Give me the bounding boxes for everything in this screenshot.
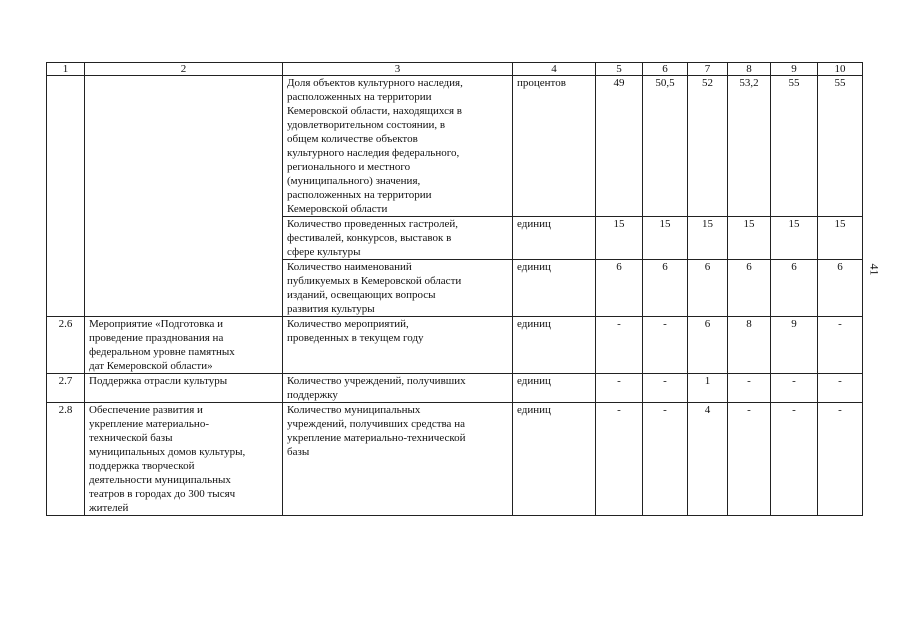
value-cell-year-2: 15 — [643, 217, 688, 260]
indicator-cell: Количество проведенных гастролей, фестивалей, конкурсов, выставок в сфере культуры — [283, 217, 513, 260]
table-row — [47, 374, 863, 403]
header-row — [47, 63, 863, 76]
activity-cell: Поддержка отрасли культуры — [85, 374, 283, 403]
value-cell-year-3: 15 — [688, 217, 728, 260]
unit-cell: единиц — [513, 260, 596, 317]
value-cell-year-3: 52 — [688, 76, 728, 217]
value-cell-year-6: 15 — [818, 217, 863, 260]
value-cell-year-4: - — [728, 403, 771, 516]
unit-cell: единиц — [513, 317, 596, 374]
activity-cell: Обеспечение развития и укрепление материально- технической базы муниципальных домов культуры, поддержка творческой деятельности муниципальных театров в городах до 300 тысяч жителей — [85, 403, 283, 516]
header-cell-5: 5 — [596, 63, 643, 76]
indicator-cell: Количество учреждений, получивших поддержку — [283, 374, 513, 403]
unit-cell: единиц — [513, 217, 596, 260]
header-cell-8: 8 — [728, 63, 771, 76]
value-cell-year-5: - — [771, 374, 818, 403]
value-cell-year-3: 6 — [688, 317, 728, 374]
value-cell-year-4: 53,2 — [728, 76, 771, 217]
table-body — [47, 63, 863, 516]
value-cell-year-3: 1 — [688, 374, 728, 403]
value-cell-year-1: 15 — [596, 217, 643, 260]
header-cell-4: 4 — [513, 63, 596, 76]
table-row — [47, 403, 863, 516]
row-number-cell: 2.6 — [47, 317, 85, 374]
value-cell-year-5: - — [771, 403, 818, 516]
activity-cell — [85, 76, 283, 317]
indicator-cell: Доля объектов культурного наследия, расположенных на территории Кемеровской области, находящихся в удовлетворительном состоянии, в общем количестве объектов культурного наследия федерального, регионального и местного (муниципального) значения, расположенных на территории Кемеровской области — [283, 76, 513, 217]
value-cell-year-1: 6 — [596, 260, 643, 317]
value-cell-year-5: 15 — [771, 217, 818, 260]
activity-cell: Мероприятие «Подготовка и проведение празднования на федеральном уровне памятных дат Кемеровской области» — [85, 317, 283, 374]
value-cell-year-6: - — [818, 403, 863, 516]
value-cell-year-4: 15 — [728, 217, 771, 260]
value-cell-year-6: - — [818, 317, 863, 374]
header-cell-1: 1 — [47, 63, 85, 76]
header-cell-6: 6 — [643, 63, 688, 76]
header-cell-10: 10 — [818, 63, 863, 76]
value-cell-year-6: 6 — [818, 260, 863, 317]
value-cell-year-5: 9 — [771, 317, 818, 374]
indicator-cell: Количество муниципальных учреждений, получивших средства на укрепление материально-технической базы — [283, 403, 513, 516]
value-cell-year-5: 55 — [771, 76, 818, 217]
value-cell-year-1: - — [596, 403, 643, 516]
value-cell-year-1: 49 — [596, 76, 643, 217]
unit-cell: единиц — [513, 403, 596, 516]
row-number-cell — [47, 76, 85, 317]
value-cell-year-5: 6 — [771, 260, 818, 317]
value-cell-year-2: 50,5 — [643, 76, 688, 217]
value-cell-year-2: - — [643, 403, 688, 516]
value-cell-year-2: - — [643, 374, 688, 403]
table-row — [47, 317, 863, 374]
row-number-cell: 2.8 — [47, 403, 85, 516]
page-number: 41 — [867, 263, 882, 276]
value-cell-year-3: 4 — [688, 403, 728, 516]
value-cell-year-4: 8 — [728, 317, 771, 374]
value-cell-year-6: 55 — [818, 76, 863, 217]
value-cell-year-2: 6 — [643, 260, 688, 317]
header-cell-2: 2 — [85, 63, 283, 76]
value-cell-year-4: - — [728, 374, 771, 403]
indicator-cell: Количество мероприятий, проведенных в текущем году — [283, 317, 513, 374]
table-row — [47, 76, 863, 217]
value-cell-year-6: - — [818, 374, 863, 403]
indicator-cell: Количество наименований публикуемых в Кемеровской области изданий, освещающих вопросы развития культуры — [283, 260, 513, 317]
indicators-table — [46, 62, 863, 516]
unit-cell: процентов — [513, 76, 596, 217]
value-cell-year-2: - — [643, 317, 688, 374]
header-cell-9: 9 — [771, 63, 818, 76]
value-cell-year-1: - — [596, 317, 643, 374]
value-cell-year-4: 6 — [728, 260, 771, 317]
row-number-cell: 2.7 — [47, 374, 85, 403]
header-cell-7: 7 — [688, 63, 728, 76]
header-cell-3: 3 — [283, 63, 513, 76]
value-cell-year-1: - — [596, 374, 643, 403]
value-cell-year-3: 6 — [688, 260, 728, 317]
unit-cell: единиц — [513, 374, 596, 403]
